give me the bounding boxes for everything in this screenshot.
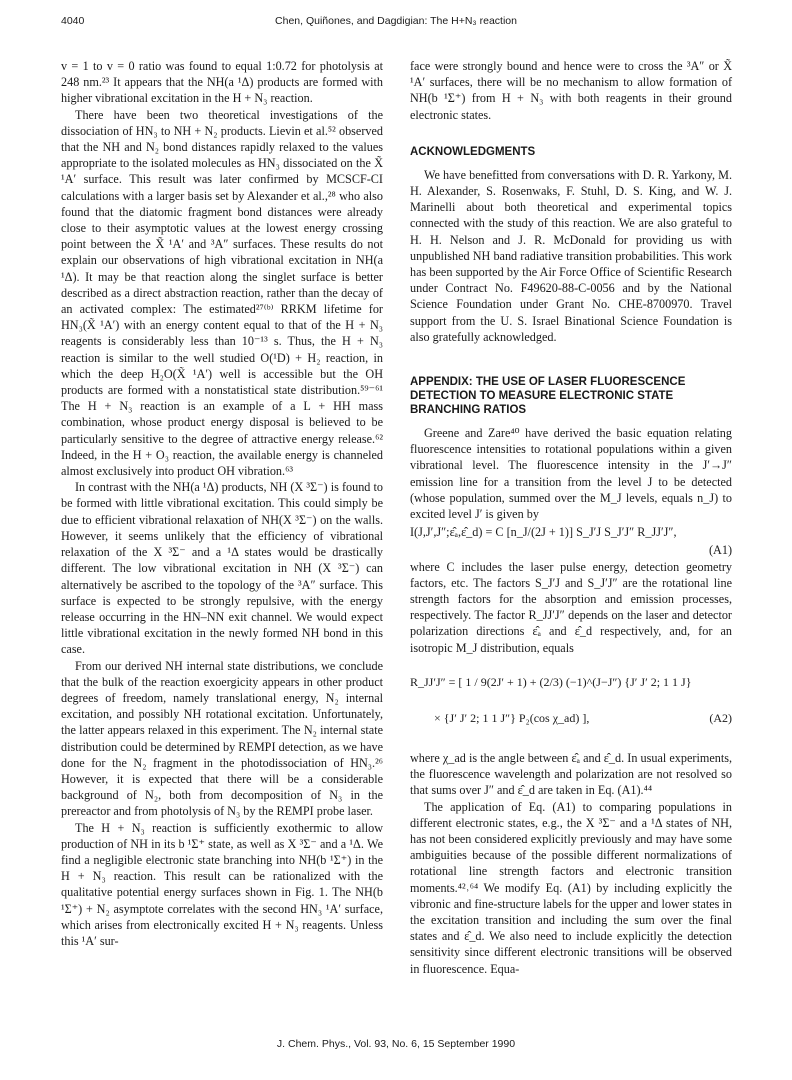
page-number: 4040 xyxy=(61,15,85,27)
section-heading-acknowledgments: ACKNOWLEDGMENTS xyxy=(410,145,536,158)
paragraph: From our derived NH internal state distributions, we conclude that the bulk of the reaction exoergicity appears in other product degrees of freedom, namely translational energy, N₂ internal excitation, and possibly NH rotational excitation. Unfortunately, the latter appears relaxed in this experiment. The N₂ internal state distribution could be determined by REMPI detection, as we have done for the N₂ fragment in the photodissociation of HN₃.²⁶ However, it is expected that there will be a considerable background of N₂, both from decomposition of N₃ in the prereactor and from photolysis of N₃ by the REMPI probe laser. xyxy=(61,658,383,819)
equation-a2-line1: R_JJ′J″ = [ 1 / 9(2J′ + 1) + (2/3) (−1)^(J−J″) {J′ J′ 2; 1 1 J} xyxy=(410,674,692,689)
paragraph: In contrast with the NH(a ¹Δ) products, NH (X ³Σ⁻) is found to be formed with little vibrational excitation. This could simply be due to efficient vibrational relaxation of NH(X ³Σ⁻) on the walls. However, it seems unlikely that the efficiency of vibrational relaxation of the X ³Σ⁻ and a ¹Δ states would be drastically different. The low vibrational excitation in NH (X ³Σ⁻) can alternatively be ascribed to the topology of the ³A″ surface. This surface is expected to be strongly repulsive, with the energy release occurring in the HN–NN exit channel. We would expect little vibrational excitation in the newly formed NH bond in this case. xyxy=(61,480,383,657)
equation-a1-number: (A1) xyxy=(708,543,732,558)
equation-a2 xyxy=(410,666,732,740)
paragraph: The H + N₃ reaction is sufficiently exothermic to allow production of NH in its b ¹Σ⁺ state, as well as X ³Σ⁻ and a ¹Δ. We find a negligible electronic state branching into NH(b ¹Σ⁺) in the H + N₃ reaction. This result can be rationalized with the qualitative potential energy surfaces shown in Fig. 1. The NH(b ¹Σ⁺) + N₂ asymptote correlates with the second HN₃ ¹A′ surface, which arises from electronically excited H + N₃ reagents. Unless this ¹A′ sur- xyxy=(61,820,383,948)
equation-a2-line2: × {J′ J′ 2; 1 1 J″} P₂(cos χ_ad) ], xyxy=(434,710,590,725)
paragraph: The application of Eq. (A1) to comparing populations in different electronic states, e.g., the X ³Σ⁻ and a ¹Δ states of NH, has not been considered explicitly previously and may have some ambiguities because of the possible different normalizations of rotational line strength factors and electronic transition moments.⁴²˒⁶⁴ We modify Eq. (A1) by including explicitly the vibronic and fine-structure labels for the upper and lower states in the excitation transition and including the sum over the final states and ε̂_d. We also need to include explicitly the detection sensitivity since different electronic transitions will be observed in fluorescence. Equa- xyxy=(410,799,732,976)
paragraph: Greene and Zare⁴⁰ have derived the basic equation relating fluorescence intensities to rotational populations within a given vibrational level. The fluorescence intensity in the J′→J″ emission line for a transition from the level J to be detected (whose population, summed over the M_J levels, equals n_J) to excited level J′ is given by xyxy=(410,426,732,522)
paragraph: We have benefitted from conversations with D. R. Yarkony, M. H. Alexander, S. Rosenwaks, F. Stuhl, D. S. King, and W. J. Marinelli about both theoretical and experimental topics connected with the study of this reaction. We are also grateful to H. H. Nelson and J. R. McDonald for providing us with unpublished NH band radiative transition probabilities. This work has been supported by the Air Force Office of Scientific Research under Contract No. F49620-88-C-0056 and by the National Science Foundation under Grant No. CHE-8700970. Travel support from the U. S. Israel Binational Science Foundation is also gratefully acknowledged. xyxy=(410,167,732,344)
paragraph: face were strongly bound and hence were to cross the ³A″ or X̃ ¹A′ surfaces, there will be no mechanism to allow formation of NH(b ¹Σ⁺) from H + N₃ with both reagents in their ground electronic states. xyxy=(410,59,732,122)
page-footer: J. Chem. Phys., Vol. 93, No. 6, 15 September 1990 xyxy=(276,1038,516,1050)
equation-a1-body: I(J,J′,J″;ε̂ₐ,ε̂_d) = C [n_J/(2J + 1)] S_J′J S_J′J″ R_JJ′J″, xyxy=(410,525,677,540)
left-column xyxy=(61,58,383,949)
paragraph: where χ_ad is the angle between ε̂ₐ and ε̂_d. In usual experiments, the fluorescence wavelength and polarization are not resolved so that sums over J″ and ε̂_d are taken in Eq. (A1).⁴⁴ xyxy=(410,750,732,798)
page-header xyxy=(0,15,792,31)
paragraph: v = 1 to v = 0 ratio was found to equal 1:0.72 for photolysis at 248 nm.²³ It appears that the NH(a ¹Δ) products are formed with higher vibrational excitation in the H + N₃ reaction. xyxy=(61,59,383,106)
running-title: Chen, Quiñones, and Dagdigian: The H+N₃ reaction xyxy=(275,15,517,27)
equation-a2-number: (A2) xyxy=(709,710,732,725)
paragraph: where C includes the laser pulse energy, detection geometry factors, etc. The factors S_J′J and S_J′J″ are the rotational line strength factors for the absorption and emission processes, respectively. The factor R_JJ′J″ depends on the laser and detector polarization directions ε̂ₐ and ε̂_d respectively, and, for an isotropic M_J distribution, equals xyxy=(410,559,732,655)
section-heading-appendix: APPENDIX: THE USE OF LASER FLUORESCENCE DETECTION TO MEASURE ELECTRONIC STATE BRANCHING RATIOS xyxy=(410,376,686,417)
right-column xyxy=(410,58,732,977)
equation-a1 xyxy=(410,524,732,540)
paragraph: There have been two theoretical investigations of the dissociation of HN₃ to NH + N₂ products. Lievin et al.⁵² observed that the NH and N₂ bond distances rapidly relaxed to the values appropriate to the isolated molecules as HN₃ dissociated on the X̃ ¹A′ surface. This result was later confirmed by MCSCF-CI calculations with a larger basis set by Alexander et al.,²⁸ who also found that the diatomic fragment bond distances were already close to their asymptotic values at the lowest energy crossing point between the X̃ ¹A′ and ³A″ surfaces. These results do not explain our observations of high vibrational excitation in NH(a ¹Δ). It may be that reaction along the singlet surface is better described as a direct abstraction reaction, rather than the decay of an activated complex: The estimated²⁷⁽ᵇ⁾ RRKM lifetime for HN₃(X̃ ¹A′) with an energy content equal to that of the H + N₃ reagents is considerably less than 10⁻¹³ s. Thus, the H + N₃ reaction is similar to the well studied O(¹D) + H₂ reaction, in which the deep H₂O(X̃ ¹A′) well is accessible but the OH products are formed with a nonstatistical state distribution.⁵⁹⁻⁶¹ The H + N₃ reaction is an example of a L + HH mass combination, whose product energy disposal is believed to be particularly sensitive to the degree of attractive energy release.⁶² Indeed, in the H + O₃ reaction, the available energy is channeled almost exclusively into product OH vibration.⁶³ xyxy=(61,107,383,479)
